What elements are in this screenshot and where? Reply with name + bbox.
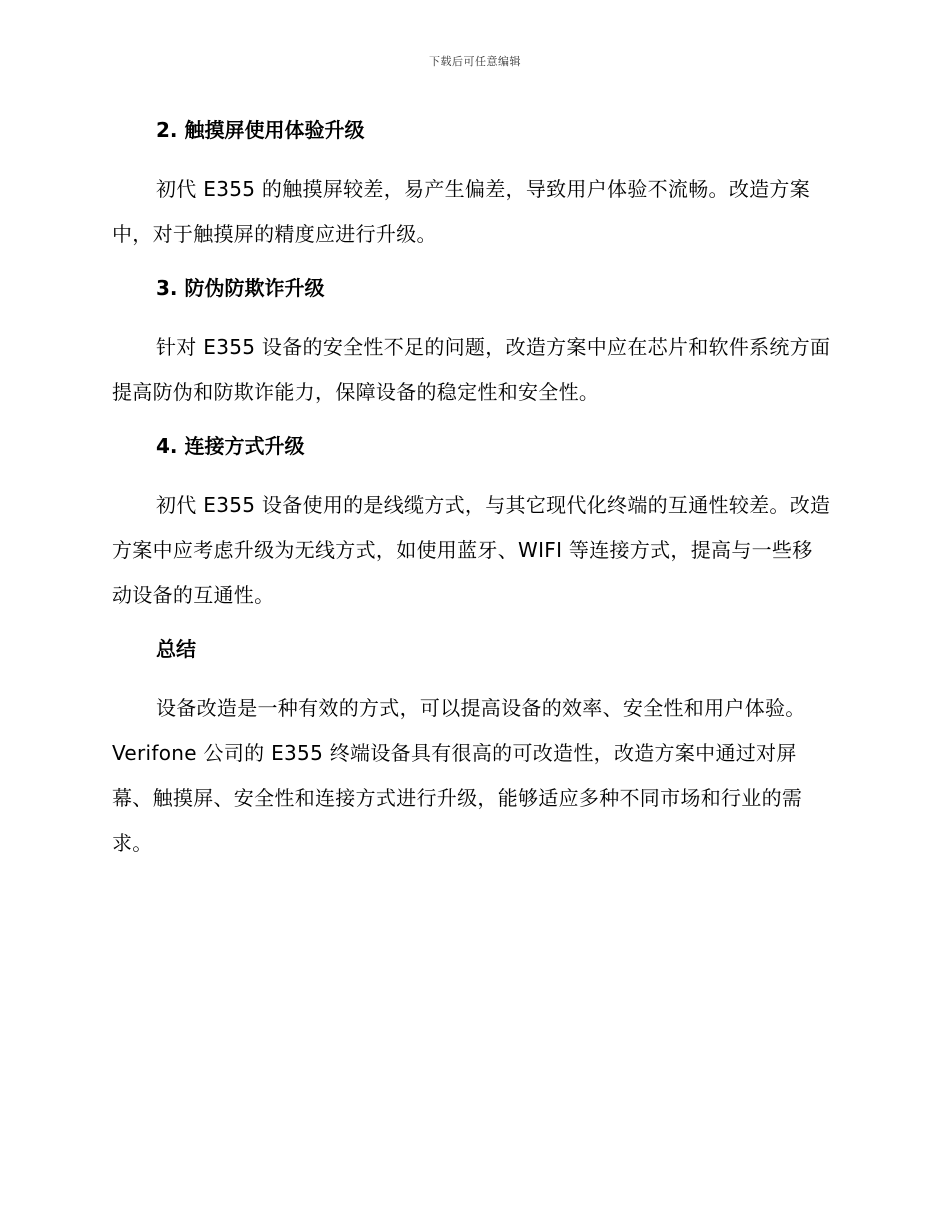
section-heading-touchscreen: 2. 触摸屏使用体验升级 (156, 118, 365, 142)
section-paragraph-summary: 设备改造是一种有效的方式，可以提高设备的效率、安全性和用户体验。Verifone 公司的 E355 终端设备具有很高的可改造性，改造方案中通过对屏幕、触摸屏、安全性和连接方式进行升级，能够适应多种不同市场和行业的需求。 (112, 696, 806, 855)
section-paragraph-connection: 初代 E355 设备使用的是线缆方式，与其它现代化终端的互通性较差。改造方案中应考虑升级为无线方式，如使用蓝牙、WIFI 等连接方式，提高与一些移动设备的互通性。 (112, 493, 831, 607)
document-body (112, 110, 832, 866)
section-paragraph-touchscreen: 初代 E355 的触摸屏较差，易产生偏差，导致用户体验不流畅。改造方案中，对于触摸屏的精度应进行升级。 (112, 177, 811, 246)
page-header: 下载后可任意编辑 (429, 55, 521, 68)
section-heading-anti-fraud: 3. 防伪防欺诈升级 (156, 276, 325, 300)
section-paragraph-anti-fraud: 针对 E355 设备的安全性不足的问题，改造方案中应在芯片和软件系统方面提高防伪和防欺诈能力，保障设备的稳定性和安全性。 (112, 335, 831, 404)
section-heading-summary: 总结 (156, 637, 196, 661)
section-heading-connection: 4. 连接方式升级 (156, 434, 305, 458)
